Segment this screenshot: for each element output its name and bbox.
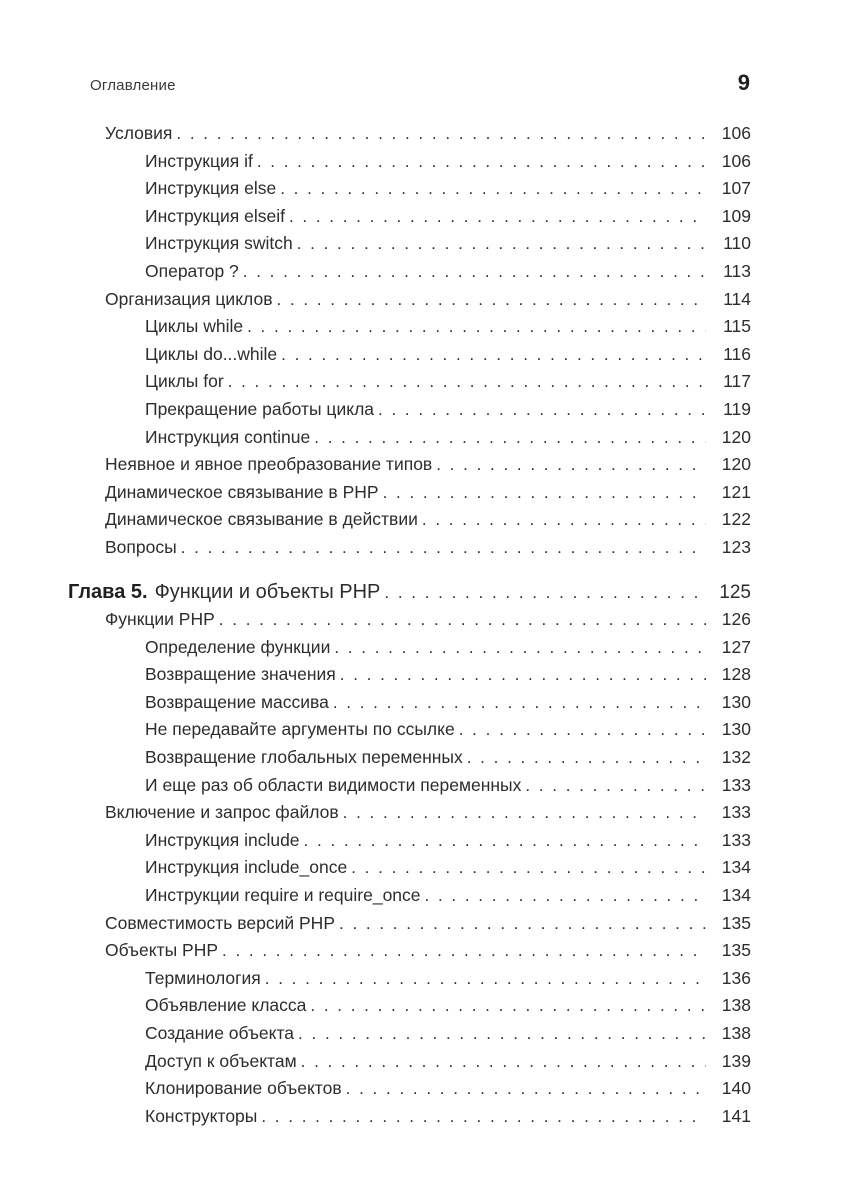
toc-entry — [68, 1103, 751, 1131]
toc-entry-page: 115 — [723, 316, 751, 337]
toc-entry-page: 122 — [721, 509, 751, 530]
dot-leader — [436, 452, 706, 479]
toc-entry — [68, 175, 751, 203]
toc-entry-page: 130 — [721, 691, 751, 712]
dot-leader — [425, 883, 706, 910]
dot-leader — [243, 259, 706, 286]
dot-leader — [277, 287, 707, 314]
toc-entry-page: 110 — [723, 233, 751, 254]
toc-entry-label: Инструкция elseif — [145, 205, 285, 226]
dot-leader — [222, 938, 706, 965]
toc-entry — [68, 479, 751, 507]
toc-entry — [68, 716, 751, 744]
toc-entry — [68, 1075, 751, 1103]
dot-leader — [525, 773, 706, 800]
toc-entry-label: Динамическое связывание в PHP — [105, 481, 379, 502]
dot-leader — [176, 121, 706, 148]
dot-leader — [333, 690, 706, 717]
toc-entry-page: 139 — [721, 1050, 751, 1071]
toc-entry — [68, 368, 751, 396]
toc-entry-page: 141 — [721, 1105, 751, 1126]
toc-entry-label: Возвращение значения — [145, 664, 336, 685]
toc-entry-chapter-prefix: Глава 5. — [68, 580, 148, 603]
toc-entry — [68, 230, 751, 258]
toc-entry-label: Функции PHP — [105, 609, 215, 630]
toc-entry — [68, 937, 751, 965]
dot-leader — [219, 607, 706, 634]
toc-entry-page: 140 — [721, 1078, 751, 1099]
dot-leader — [384, 580, 706, 607]
dot-leader — [378, 397, 706, 424]
toc-entry-page: 113 — [723, 260, 751, 281]
toc-entry-page: 135 — [721, 940, 751, 961]
toc-entry-label: Возвращение массива — [145, 691, 329, 712]
dot-leader — [334, 635, 706, 662]
toc-entry — [68, 799, 751, 827]
dot-leader — [261, 1104, 706, 1131]
dot-leader — [247, 314, 706, 341]
dot-leader — [383, 480, 706, 507]
toc-entry-label: Включение и запрос файлов — [105, 802, 339, 823]
toc-entry — [68, 827, 751, 855]
toc-entry-label: Определение функции — [145, 636, 331, 657]
toc-entry-label: Объекты PHP — [105, 940, 219, 961]
dot-leader — [301, 1049, 706, 1076]
toc-entry-label: Динамическое связывание в действии — [105, 509, 418, 530]
dot-leader — [346, 1076, 706, 1103]
toc-entry-label: Вопросы — [105, 536, 177, 557]
toc-entry-label: Не передавайте аргументы по ссылке — [145, 719, 455, 740]
header-title: Оглавление — [90, 77, 176, 94]
toc-entry-page: 114 — [723, 288, 751, 309]
dot-leader — [340, 662, 706, 689]
toc-entry-page: 138 — [721, 1023, 751, 1043]
toc-entry-page: 135 — [721, 912, 751, 933]
toc-entry-page: 119 — [723, 398, 751, 419]
toc-entry-page: 133 — [721, 829, 751, 850]
dot-leader — [289, 204, 706, 231]
toc-entry-page: 138 — [721, 995, 751, 1016]
toc-entry — [68, 451, 751, 479]
dot-leader — [257, 149, 706, 176]
toc-entry-page: 128 — [721, 664, 751, 685]
toc-entry-page: 134 — [721, 885, 751, 906]
toc-entry-label: Инструкция continue — [145, 426, 311, 447]
page-header — [90, 70, 750, 96]
toc-entry-page: 116 — [723, 343, 751, 364]
dot-leader — [351, 855, 706, 882]
toc-entry-label: Инструкция include — [145, 829, 300, 850]
dot-leader — [297, 231, 706, 258]
toc-entry — [68, 203, 751, 231]
toc-entry — [68, 772, 751, 800]
dot-leader — [343, 800, 706, 827]
toc-entry-page: 109 — [721, 205, 751, 226]
toc-entry — [68, 534, 751, 562]
toc-entry-page: 123 — [721, 536, 751, 557]
toc-entry — [68, 396, 751, 424]
toc-entry-label: Клонирование объектов — [145, 1078, 342, 1099]
toc-entry-label: Инструкция switch — [145, 233, 293, 254]
toc-entry-label: Циклы while — [145, 316, 244, 337]
dot-leader — [467, 745, 706, 772]
toc-entry — [68, 120, 751, 148]
dot-leader — [310, 993, 706, 1020]
toc-entry-page: 117 — [723, 371, 751, 392]
dot-leader — [339, 911, 706, 938]
toc-entry-page: 132 — [721, 747, 751, 768]
dot-leader — [304, 828, 706, 855]
toc-entry-label: Инструкции require и require_once — [145, 885, 421, 906]
toc-entry — [68, 286, 751, 314]
toc-entry-label: Объявление класса — [145, 995, 307, 1016]
dot-leader — [280, 176, 706, 203]
toc-entry-page: 130 — [721, 719, 751, 740]
toc-entry-page: 126 — [721, 609, 751, 630]
toc-entry-page: 107 — [721, 178, 751, 199]
toc-entry-label: И еще раз об области видимости переменных — [145, 774, 522, 795]
dot-leader — [298, 1021, 706, 1048]
toc-entry-page: 106 — [721, 150, 751, 171]
toc-entry-label: Инструкция if — [145, 150, 253, 171]
dot-leader — [459, 717, 706, 744]
toc-entry-label: Неявное и явное преобразование типов — [105, 454, 433, 475]
toc-entry — [68, 606, 751, 634]
toc-entry — [68, 992, 751, 1020]
toc-entry-label: Совместимость версий PHP — [105, 912, 335, 933]
dot-leader — [265, 966, 706, 993]
dot-leader — [422, 507, 706, 534]
toc-entry — [68, 313, 751, 341]
toc-entry-page: 106 — [721, 123, 751, 143]
toc-entry — [68, 882, 751, 910]
toc-entry — [68, 341, 751, 369]
toc-entry — [68, 744, 751, 772]
toc-entry-page: 121 — [721, 481, 751, 502]
toc-entry-page: 120 — [721, 454, 751, 475]
toc-entry-label: Инструкция include_once — [145, 857, 348, 878]
toc-entry-label: Инструкция else — [145, 178, 277, 199]
toc-entry-label: Циклы for — [145, 371, 224, 392]
dot-leader — [181, 535, 706, 562]
toc-entry-page: 127 — [721, 636, 751, 657]
toc-entry-page: 136 — [721, 967, 751, 988]
toc-entry — [68, 1020, 751, 1048]
toc-entry-page: 125 — [719, 581, 751, 603]
toc-entry — [68, 854, 751, 882]
toc-entry — [68, 661, 751, 689]
toc-entry — [68, 634, 751, 662]
toc-list — [68, 120, 751, 1130]
dot-leader — [281, 342, 706, 369]
toc-entry-label: Прекращение работы цикла — [145, 398, 375, 419]
toc-entry — [68, 506, 751, 534]
toc-entry-label: Функции и объекты PHP — [154, 580, 381, 603]
toc-entry — [68, 579, 751, 607]
toc-entry-page: 120 — [721, 426, 751, 447]
toc-entry-page: 133 — [721, 802, 751, 823]
toc-entry-label: Условия — [105, 123, 173, 143]
toc-entry — [68, 689, 751, 717]
toc-entry — [68, 148, 751, 176]
toc-entry — [68, 965, 751, 993]
toc-entry-label: Циклы do...while — [145, 343, 278, 364]
page-number: 9 — [737, 70, 750, 95]
toc-entry-page: 134 — [721, 857, 751, 878]
toc-entry-label: Возвращение глобальных переменных — [145, 747, 463, 768]
toc-entry-label: Создание объекта — [145, 1023, 295, 1043]
toc-entry-label: Оператор ? — [145, 260, 239, 281]
toc-entry — [68, 1048, 751, 1076]
dot-leader — [228, 369, 706, 396]
toc-entry-page: 133 — [721, 774, 751, 795]
toc-entry — [68, 910, 751, 938]
toc-entry-label: Терминология — [145, 967, 261, 988]
toc-entry-label: Конструкторы — [145, 1105, 258, 1126]
toc-entry-label: Доступ к объектам — [145, 1050, 297, 1071]
toc-entry — [68, 424, 751, 452]
dot-leader — [314, 425, 706, 452]
toc-entry-label: Организация циклов — [105, 288, 273, 309]
toc-entry — [68, 258, 751, 286]
